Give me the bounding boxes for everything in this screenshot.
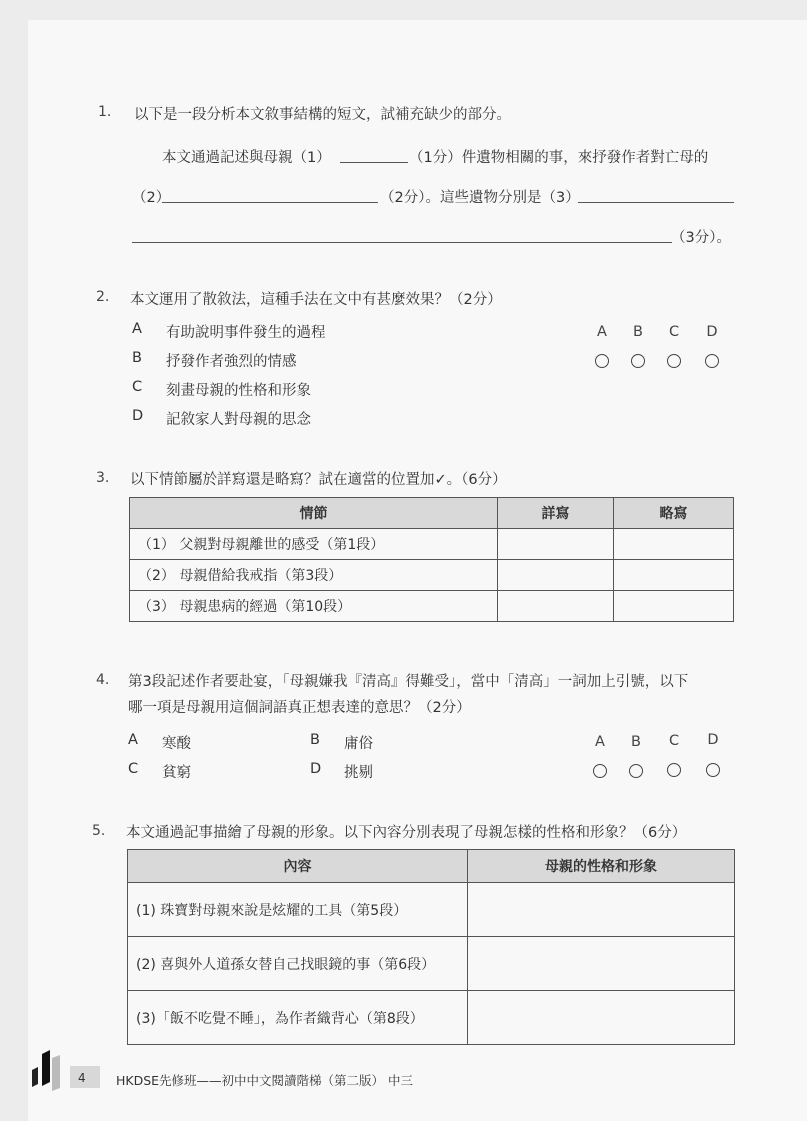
q5-header-character: 母親的性格和形象 — [468, 850, 735, 883]
q5-row-1-content: (1) 珠寶對母親來說是炫耀的工具（第5段） — [128, 883, 468, 937]
q2-answer-circle-c[interactable] — [667, 354, 681, 368]
q2-answer-letter-b: B — [633, 324, 643, 340]
q4-answer-letter-c: C — [668, 733, 680, 749]
q5-number: 5. — [92, 823, 106, 839]
q4-answer-circle-a[interactable] — [593, 764, 607, 778]
q4-option-c-letter: C — [128, 761, 139, 777]
q3-number: 3. — [96, 470, 110, 486]
q4-option-b-text: 庸俗 — [344, 736, 373, 752]
q4-prompt-line2: 哪一項是母親用這個詞語真正想表達的意思？（2分） — [128, 700, 471, 716]
q1-line2-b: （2分）。這些遺物分別是（3） — [380, 190, 580, 206]
q3-row-1-brief-cell[interactable] — [614, 529, 734, 560]
q3-row — [130, 591, 734, 622]
publisher-logo-icon — [30, 1048, 68, 1092]
q5-row-2-content: (2) 喜與外人道孫女替自己找眼鏡的事（第6段） — [128, 937, 468, 991]
q5-row-2-answer-cell[interactable] — [468, 937, 735, 991]
q2-answer-circle-d[interactable] — [705, 354, 719, 368]
q1-number: 1. — [98, 104, 112, 120]
q2-answer-letter-d: D — [706, 324, 718, 340]
q1-line3-end: （3分）。 — [671, 230, 731, 246]
q3-row-2-plot: （2） 母親借給我戒指（第3段） — [130, 560, 498, 591]
q5-row-3-content: (3)「飯不吃覺不睡」，為作者織背心（第8段） — [128, 991, 468, 1045]
q1-blank-1[interactable] — [340, 162, 408, 163]
q5-row-3-answer-cell[interactable] — [468, 991, 735, 1045]
q2-option-b-text: 抒發作者強烈的情感 — [166, 354, 297, 370]
q3-row — [130, 560, 734, 591]
q4-option-d-text: 挑剔 — [344, 765, 373, 781]
q2-answer-circle-a[interactable] — [595, 354, 609, 368]
q1-prompt: 以下是一段分析本文敘事結構的短文，試補充缺少的部分。 — [134, 107, 511, 123]
q4-answer-circle-d[interactable] — [706, 763, 720, 777]
q5-row — [128, 991, 735, 1045]
q2-option-b-letter: B — [132, 350, 142, 366]
q2-number: 2. — [96, 289, 110, 305]
q3-row-3-plot: （3） 母親患病的經過（第10段） — [130, 591, 498, 622]
q5-table — [127, 849, 735, 1045]
q3-header-brief: 略寫 — [614, 498, 734, 529]
q2-option-d-letter: D — [132, 408, 144, 424]
q4-option-c-text: 貧窮 — [162, 765, 191, 781]
q2-answer-circle-b[interactable] — [631, 354, 645, 368]
q4-option-a-letter: A — [128, 732, 138, 748]
q4-option-b-letter: B — [310, 732, 320, 748]
q2-answer-letter-a: A — [597, 324, 607, 340]
q4-answer-circle-b[interactable] — [629, 764, 643, 778]
q4-answer-letter-a: A — [595, 734, 605, 750]
q2-option-c-text: 刻畫母親的性格和形象 — [166, 383, 311, 399]
q3-row-3-detailed-cell[interactable] — [498, 591, 614, 622]
q5-row — [128, 937, 735, 991]
q1-line2-a: （2） — [132, 190, 171, 206]
q4-option-d-letter: D — [310, 761, 322, 777]
footer-title: HKDSE先修班——初中中文閱讀階梯（第二版） 中三 — [116, 1073, 414, 1088]
q3-table — [129, 497, 734, 622]
q1-line1-a: 本文通過記述與母親（1） — [162, 150, 331, 166]
footer-page-number: 4 — [78, 1071, 86, 1085]
q4-answer-circle-c[interactable] — [667, 763, 681, 777]
q1-blank-3a[interactable] — [578, 202, 734, 203]
q4-prompt-line1: 第3段記述作者要赴宴，「母親嫌我『清高』得難受」，當中「清高」一詞加上引號，以下 — [128, 674, 689, 690]
q2-option-d-text: 記敘家人對母親的思念 — [166, 412, 311, 428]
q5-row — [128, 883, 735, 937]
q4-answer-letter-b: B — [631, 734, 641, 750]
q3-row-1-plot: （1） 父親對母親離世的感受（第1段） — [130, 529, 498, 560]
q3-row-1-detailed-cell[interactable] — [498, 529, 614, 560]
q3-row-2-brief-cell[interactable] — [614, 560, 734, 591]
q3-row — [130, 529, 734, 560]
q3-header-detailed: 詳寫 — [498, 498, 614, 529]
q3-prompt: 以下情節屬於詳寫還是略寫？試在適當的位置加✓。（6分） — [130, 472, 507, 488]
q2-answer-letter-c: C — [668, 324, 680, 340]
q2-option-a-letter: A — [132, 321, 142, 337]
q4-answer-letter-d: D — [707, 732, 719, 748]
q3-row-2-detailed-cell[interactable] — [498, 560, 614, 591]
q4-number: 4. — [96, 672, 110, 688]
q2-option-a-text: 有助說明事件發生的過程 — [166, 325, 326, 341]
q2-prompt: 本文運用了散敘法，這種手法在文中有甚麼效果？（2分） — [130, 292, 502, 308]
q3-row-3-brief-cell[interactable] — [614, 591, 734, 622]
q4-option-a-text: 寒酸 — [162, 736, 191, 752]
q5-row-1-answer-cell[interactable] — [468, 883, 735, 937]
q1-blank-2[interactable] — [162, 202, 378, 203]
q1-blank-3b[interactable] — [132, 242, 672, 243]
q5-header-content: 內容 — [128, 850, 468, 883]
q2-option-c-letter: C — [132, 379, 143, 395]
q5-prompt: 本文通過記事描繪了母親的形象。以下內容分別表現了母親怎樣的性格和形象？（6分） — [126, 825, 687, 841]
q3-header-plot: 情節 — [130, 498, 498, 529]
q1-line1-b: （1分）件遺物相關的事，來抒發作者對亡母的 — [409, 150, 709, 166]
